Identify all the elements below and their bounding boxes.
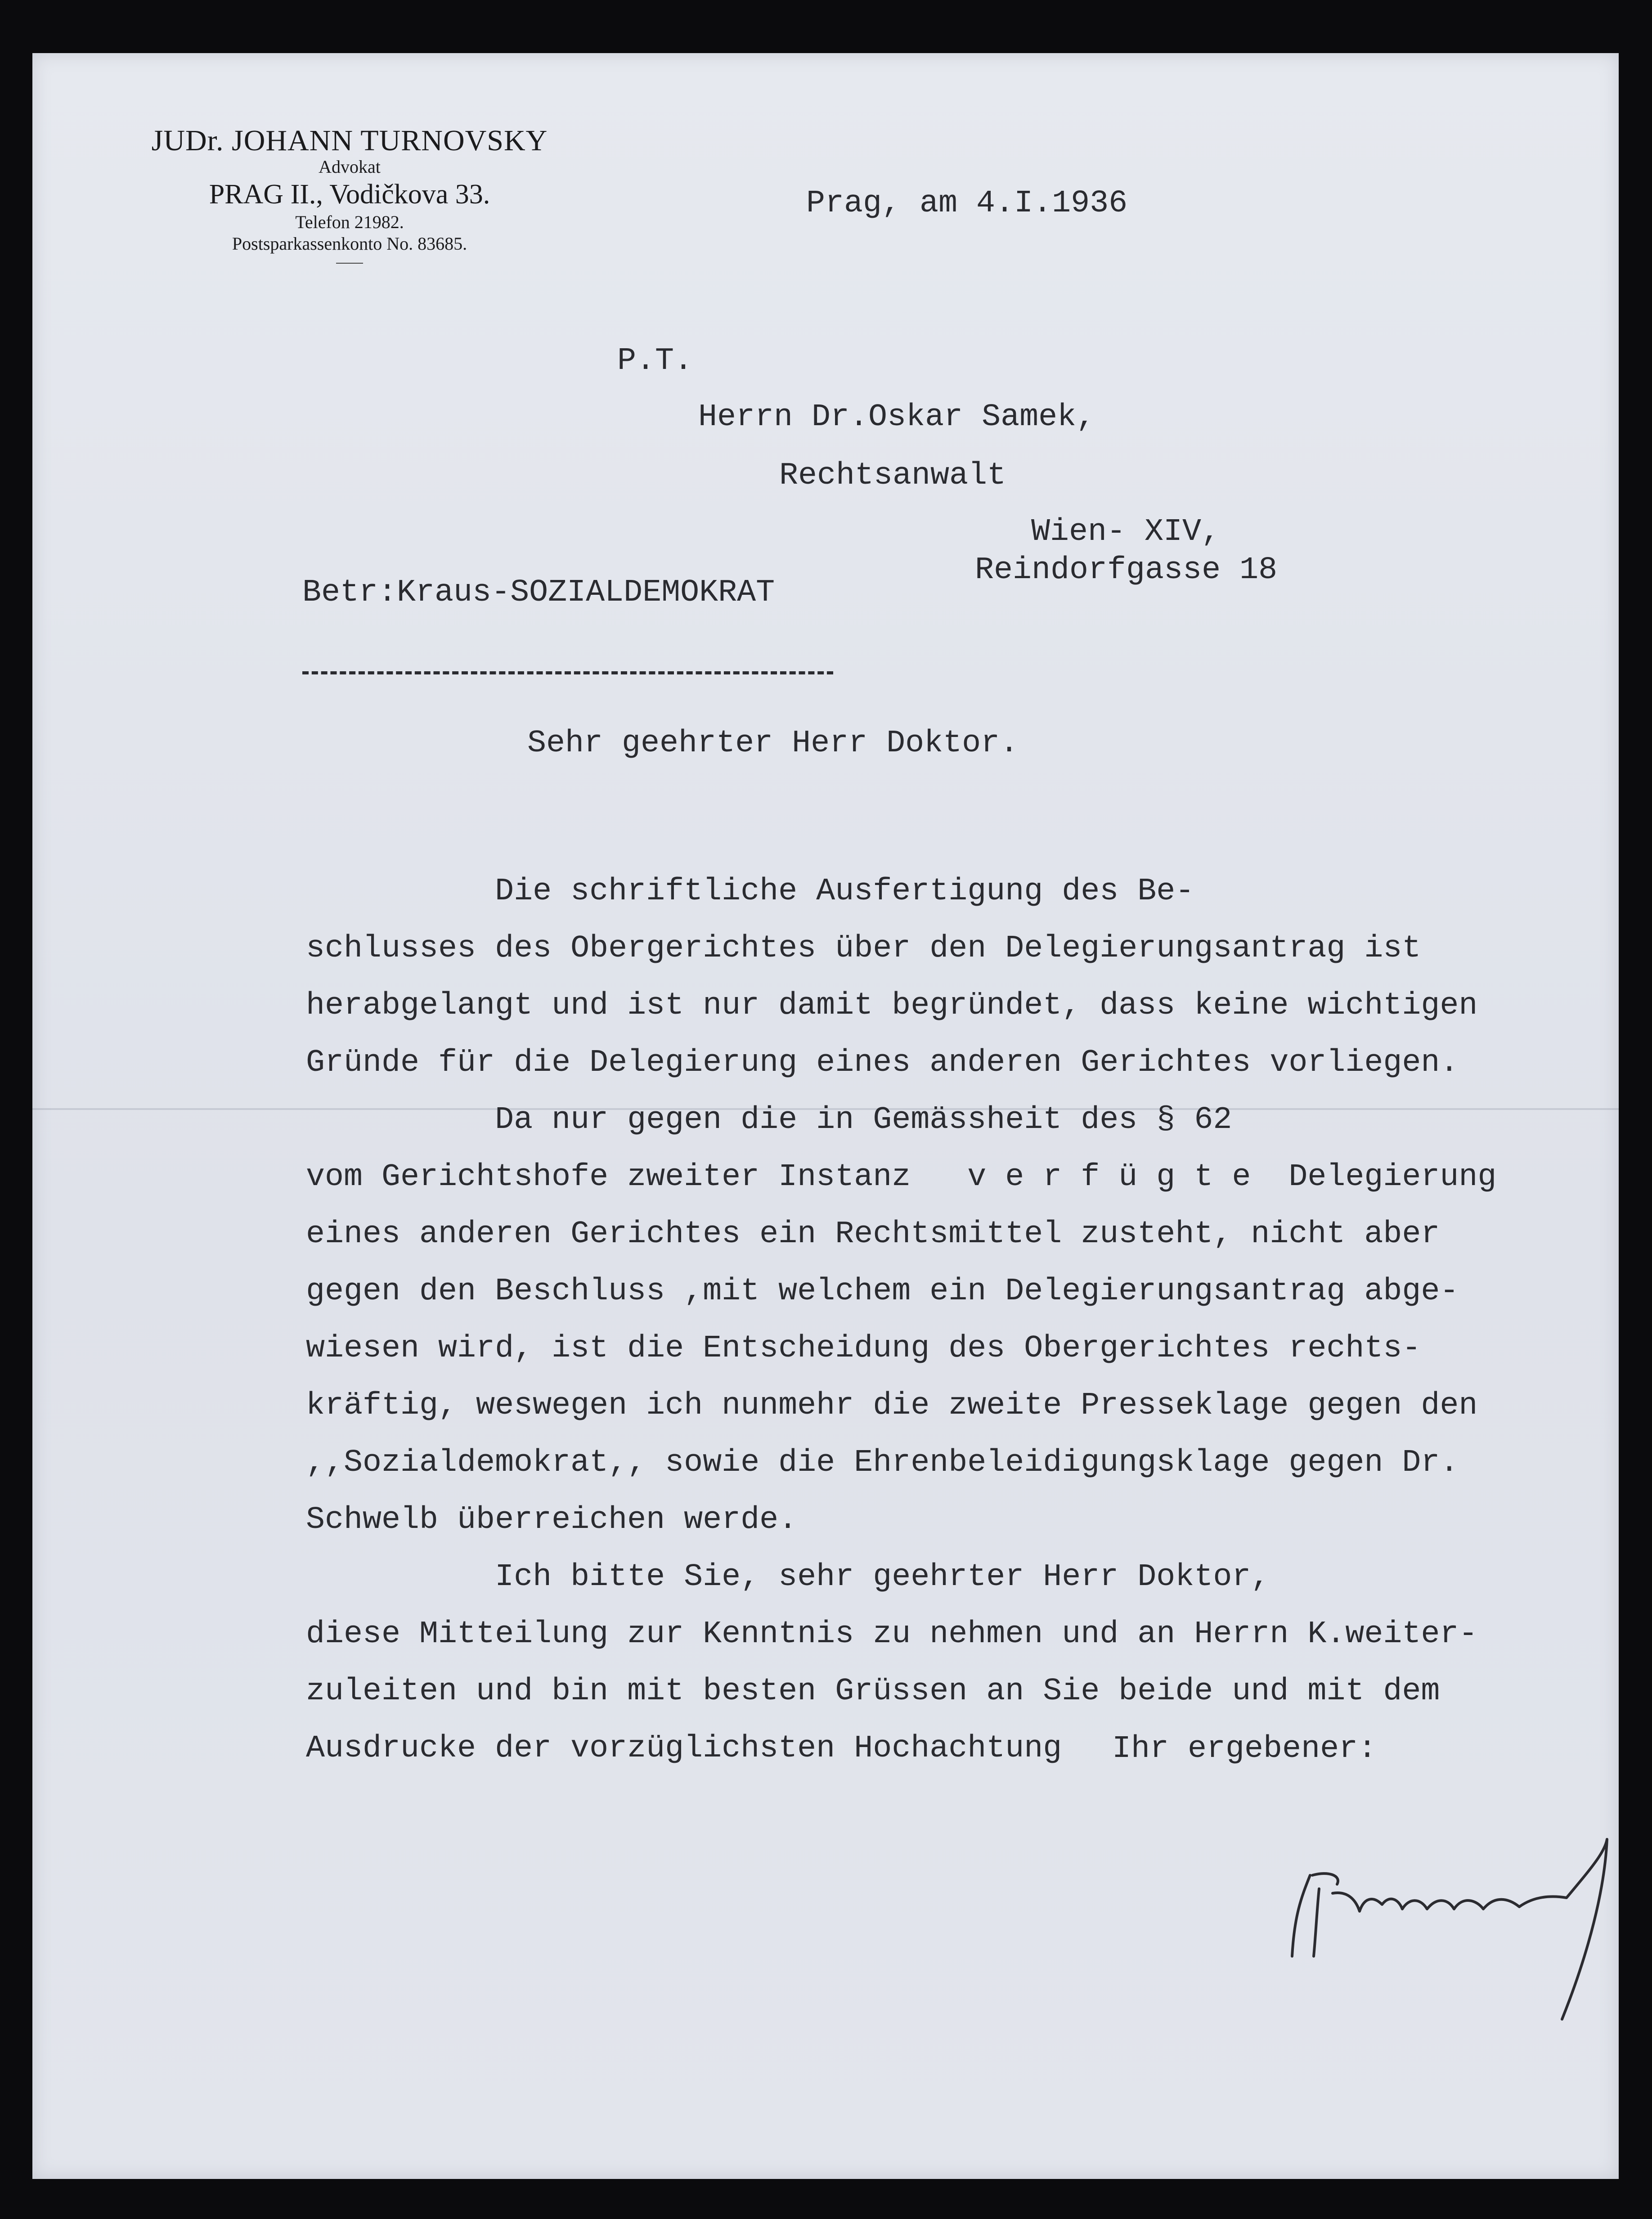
letter-body (306, 863, 1611, 1777)
letterhead-title: Advokat (319, 157, 381, 177)
greeting: Sehr geehrter Herr Doktor. (527, 726, 1019, 761)
body-line: Schwelb überreichen werde. (306, 1502, 798, 1538)
subject-underline (302, 671, 833, 674)
recipient-street: Reindorfgasse 18 (975, 553, 1278, 588)
body-line: kräftig, weswegen ich nunmehr die zweite Presseklage gegen den (306, 1388, 1478, 1424)
body-line: schlusses des Obergerichtes über den Delegierungsantrag ist (306, 931, 1421, 966)
body-line: eines anderen Gerichtes ein Rechtsmittel zusteht, nicht aber (306, 1217, 1440, 1252)
recipient-name: Herrn Dr.Oskar Samek, (698, 400, 1095, 435)
body-line: gegen den Beschluss ,mit welchem ein Delegierungsantrag abge- (306, 1274, 1459, 1309)
letterhead-rule (336, 263, 363, 264)
letter-date: Prag, am 4.I.1936 (806, 186, 1128, 221)
body-line: diese Mitteilung zur Kenntnis zu nehmen und an Herrn K.weiter- (306, 1617, 1478, 1652)
body-line: Die schriftliche Ausfertigung des Be- (306, 874, 1194, 909)
body-line: herabgelangt und ist nur damit begründet, dass keine wichtigen (306, 988, 1478, 1024)
letter-sheet (32, 53, 1619, 2179)
body-line: Da nur gegen die in Gemässheit des § 62 (306, 1102, 1232, 1138)
recipient-prefix: P.T. (617, 343, 693, 379)
letterhead-name: JUDr. JOHANN TURNOVSKY (151, 124, 548, 157)
letterhead (118, 125, 581, 264)
handwritten-signature (1274, 1808, 1625, 2060)
body-line: ,,Sozialdemokrat,, sowie die Ehrenbeleidigungsklage gegen Dr. (306, 1445, 1459, 1481)
body-line: Gründe für die Delegierung eines anderen Gerichtes vorliegen. (306, 1045, 1459, 1081)
recipient-profession: Rechtsanwalt (779, 458, 1006, 494)
letterhead-account: Postsparkassenkonto No. 83685. (232, 233, 467, 254)
body-line: Ausdrucke der vorzüglichsten Hochachtung (306, 1731, 1062, 1766)
body-line: vom Gerichtshofe zweiter Instanz v e r f ü g t e Delegierung (306, 1159, 1497, 1195)
letterhead-address: PRAG II., Vodičkova 33. (209, 179, 490, 210)
recipient-city: Wien- XIV, (1031, 514, 1221, 550)
closing: Ihr ergebener: (1112, 1731, 1377, 1767)
body-line: zuleiten und bin mit besten Grüssen an Sie beide und mit dem (306, 1674, 1440, 1709)
subject-line: Betr:Kraus-SOZIALDEMOKRAT (302, 575, 775, 611)
letterhead-phone: Telefon 21982. (295, 211, 404, 232)
body-line: wiesen wird, ist die Entscheidung des Obergerichtes rechts- (306, 1331, 1421, 1366)
body-line: Ich bitte Sie, sehr geehrter Herr Doktor, (306, 1559, 1270, 1595)
